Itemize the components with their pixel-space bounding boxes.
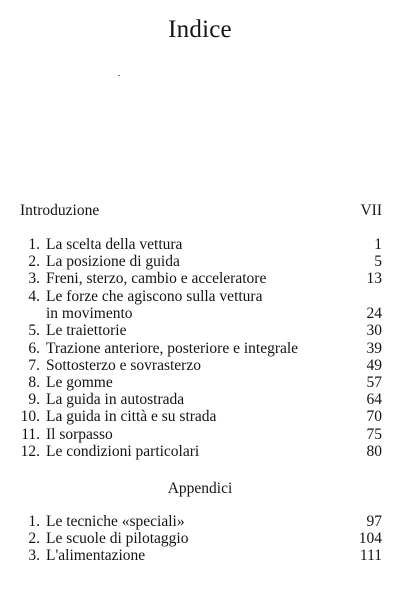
toc-entry-page: 13 bbox=[366, 270, 382, 287]
toc-entry-number: 1. bbox=[28, 513, 40, 530]
page-title: Indice bbox=[168, 16, 232, 43]
toc-entry-page: 64 bbox=[366, 391, 382, 408]
toc-entry-title: Le gomme bbox=[46, 374, 113, 391]
toc-entry-page: 57 bbox=[366, 374, 382, 391]
toc-entry-chapter-10 bbox=[20, 408, 382, 426]
toc-entry-title: Introduzione bbox=[20, 202, 100, 219]
toc-entry-appendix-1 bbox=[20, 513, 382, 531]
toc-entry-chapter-12 bbox=[20, 443, 382, 461]
paper-speck bbox=[118, 75, 120, 76]
toc-entry-page: 97 bbox=[366, 513, 382, 530]
toc-entry-number: 5. bbox=[28, 322, 40, 339]
toc-entry-page: 75 bbox=[366, 426, 382, 443]
toc-entry-page: 104 bbox=[358, 530, 382, 547]
toc-entry-page: 49 bbox=[366, 357, 382, 374]
toc-entry-chapter-11 bbox=[20, 426, 382, 444]
toc-entry-number: 1. bbox=[28, 236, 40, 253]
toc-entry-number: 6. bbox=[28, 340, 40, 357]
toc-entry-chapter-4-continued bbox=[20, 305, 382, 323]
toc-entry-page: 70 bbox=[366, 408, 382, 425]
toc-entry-title: Le traiettorie bbox=[46, 322, 127, 339]
toc-entry-chapter-8 bbox=[20, 374, 382, 392]
toc-entry-page: 111 bbox=[359, 547, 382, 564]
toc-entry-title: La posizione di guida bbox=[46, 253, 180, 270]
toc-entry-title: Le scuole di pilotaggio bbox=[46, 530, 189, 547]
toc-entry-page: 24 bbox=[366, 305, 382, 322]
toc-entry-appendix-3 bbox=[20, 547, 382, 565]
toc-entry-number: 7. bbox=[28, 357, 40, 374]
toc-entry-chapter-5 bbox=[20, 322, 382, 340]
toc-entry-chapter-4 bbox=[20, 288, 382, 306]
toc-entry-title: La guida in città e su strada bbox=[46, 408, 217, 425]
toc-entry-number: 11. bbox=[21, 426, 40, 443]
toc-entry-chapter-6 bbox=[20, 340, 382, 358]
toc-entry-title: Le tecniche «speciali» bbox=[46, 513, 185, 530]
toc-entry-title-continued: in movimento bbox=[46, 305, 133, 322]
toc-entry-number: 12. bbox=[20, 443, 40, 460]
toc-entry-number: 4. bbox=[28, 288, 40, 305]
appendix-heading: Appendici bbox=[167, 480, 233, 497]
toc-entry-chapter-1 bbox=[20, 236, 382, 254]
toc-entry-title: Sottosterzo e sovrasterzo bbox=[46, 357, 201, 374]
toc-entry-page: 80 bbox=[366, 443, 382, 460]
toc-entry-chapter-7 bbox=[20, 357, 382, 375]
toc-entry-page: VII bbox=[360, 202, 382, 219]
toc-entry-chapter-9 bbox=[20, 391, 382, 409]
toc-entry-title: La scelta della vettura bbox=[46, 236, 183, 253]
toc-entry-introduzione bbox=[20, 202, 382, 220]
toc-entry-number: 2. bbox=[28, 530, 40, 547]
toc-entry-chapter-2 bbox=[20, 253, 382, 271]
toc-entry-title: La guida in autostrada bbox=[46, 391, 185, 408]
toc-entry-number: 8. bbox=[28, 374, 40, 391]
toc-entry-page: 30 bbox=[366, 322, 382, 339]
toc-entry-appendix-2 bbox=[20, 530, 382, 548]
toc-entry-title: Trazione anteriore, posteriore e integrale bbox=[46, 340, 299, 357]
toc-entry-title: L'alimentazione bbox=[46, 547, 146, 564]
toc-entry-page: 39 bbox=[366, 340, 382, 357]
toc-entry-number: 3. bbox=[28, 270, 40, 287]
toc-entry-title: Le forze che agiscono sulla vettura bbox=[46, 288, 263, 305]
toc-entry-number: 9. bbox=[28, 391, 40, 408]
toc-entry-title: Freni, sterzo, cambio e acceleratore bbox=[46, 270, 267, 287]
toc-entry-page: 5 bbox=[374, 253, 382, 270]
toc-entry-number: 3. bbox=[28, 547, 40, 564]
toc-entry-chapter-3 bbox=[20, 270, 382, 288]
toc-entry-number: 10. bbox=[20, 408, 40, 425]
toc-entry-page: 1 bbox=[374, 236, 382, 253]
toc-entry-number: 2. bbox=[28, 253, 40, 270]
toc-entry-title: Le condizioni particolari bbox=[46, 443, 200, 460]
toc-entry-title: Il sorpasso bbox=[46, 426, 113, 443]
